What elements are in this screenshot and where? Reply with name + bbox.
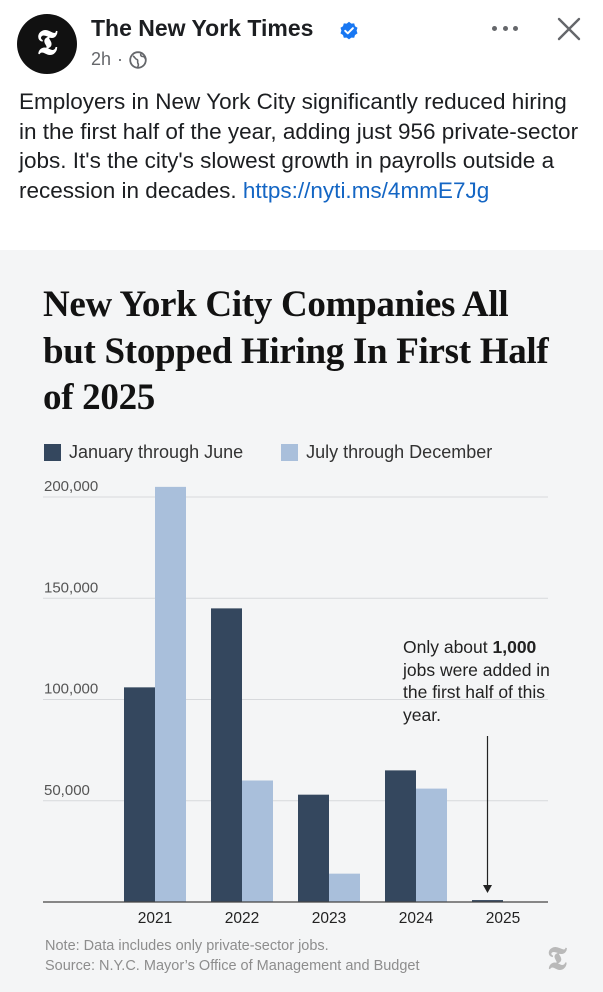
chart-note: Note: Data includes only private-sector jobs. bbox=[45, 938, 329, 954]
y-tick-label: 200,000 bbox=[44, 478, 99, 495]
annotation-suffix: jobs were added in the first half of this year. bbox=[403, 659, 550, 725]
page-name[interactable]: The New York Times bbox=[91, 15, 314, 41]
bar bbox=[155, 487, 186, 902]
nyt-logo-icon: 𝕿 bbox=[36, 23, 58, 63]
legend-label-first-half: January through June bbox=[69, 441, 244, 462]
x-tick-label: 2025 bbox=[485, 910, 521, 927]
y-tick-label: 150,000 bbox=[44, 579, 99, 597]
more-options-button[interactable] bbox=[488, 18, 522, 38]
bar bbox=[242, 781, 273, 903]
chart-footnote bbox=[45, 936, 420, 976]
y-tick-label: 50,000 bbox=[44, 781, 90, 799]
bar bbox=[385, 770, 416, 902]
bar bbox=[416, 789, 447, 902]
bar bbox=[329, 874, 360, 902]
close-icon[interactable] bbox=[556, 16, 582, 42]
bar-chart bbox=[0, 250, 603, 992]
y-tick-label: 100,000 bbox=[44, 680, 99, 698]
chart-title: New York City Companies All but Stopped Hiring In First Half of 2025 bbox=[43, 284, 549, 418]
verified-badge-icon bbox=[339, 21, 359, 41]
annotation-prefix: Only about bbox=[403, 637, 493, 657]
chart-source: Source: N.Y.C. Mayor’s Office of Management and Budget bbox=[45, 958, 420, 974]
more-options-icon bbox=[492, 26, 497, 31]
annotation-arrowhead bbox=[483, 885, 492, 893]
chart-image[interactable] bbox=[0, 250, 603, 992]
x-tick-label: 2021 bbox=[137, 910, 173, 927]
x-tick-label: 2024 bbox=[398, 910, 434, 927]
post-body bbox=[19, 87, 589, 205]
bar bbox=[124, 687, 155, 902]
bar bbox=[298, 795, 329, 902]
post-header bbox=[0, 0, 603, 80]
chart-annotation bbox=[403, 636, 573, 726]
x-tick-label: 2023 bbox=[311, 910, 347, 927]
x-tick-label: 2022 bbox=[224, 910, 260, 927]
annotation-highlight: 1,000 bbox=[492, 637, 537, 657]
post-meta bbox=[91, 49, 147, 70]
page-avatar[interactable] bbox=[17, 14, 77, 74]
post-body-text: Employers in New York City significantly reduced hiring in the first half of the year, adding just 956 private-sector jobs. It's the city's slowest growth in payrolls outside a recession in decades. bbox=[19, 89, 579, 203]
legend-label-second-half: July through December bbox=[306, 441, 493, 462]
post-link[interactable]: https://nyti.ms/4mmE7Jg bbox=[242, 177, 490, 203]
meta-separator: · bbox=[117, 49, 124, 69]
nyt-watermark-icon: 𝕿 bbox=[547, 939, 567, 977]
globe-icon bbox=[129, 51, 147, 69]
post-time[interactable]: 2h bbox=[91, 49, 112, 69]
bar bbox=[211, 608, 242, 902]
